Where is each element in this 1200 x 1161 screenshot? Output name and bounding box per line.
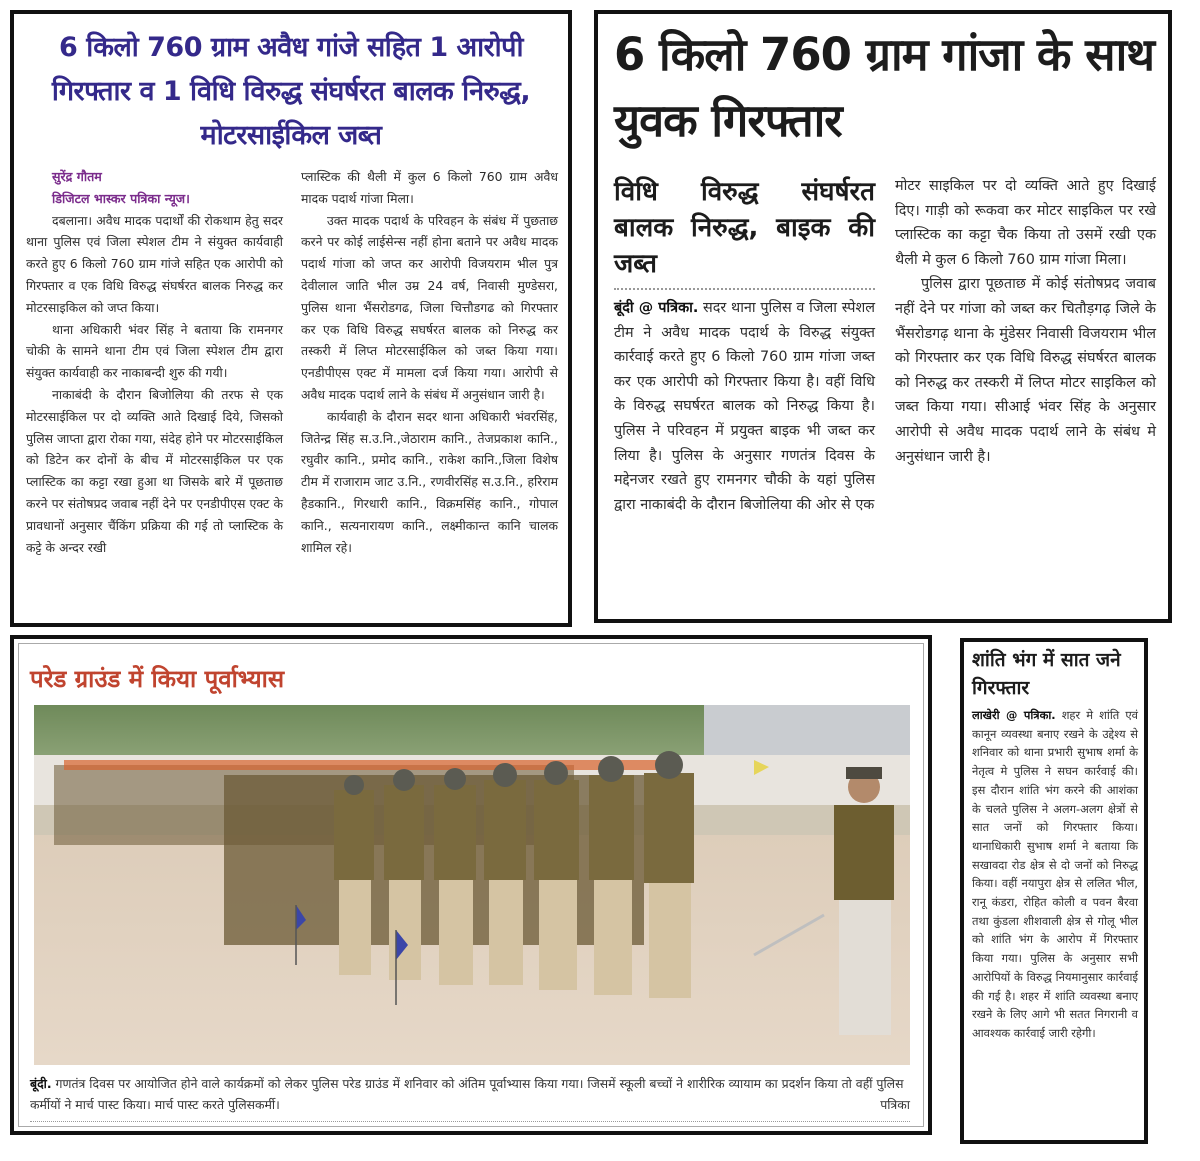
clip1-column-2 (301, 166, 558, 621)
clip1-columns (26, 166, 558, 621)
clip4-body-text: शहर मे शांति एवं कानून व्यवस्था बनाए रखने के उद्देश्य से शनिवार को थाना प्रभारी सुभाष शर्मा के नेतृत्व मे पुलिस ने सघन कार्रवाई की। इस दौरान शांति भंग करने की आशंका के चलते पुलिस ने अलग-अलग क्षेत्रों से सात जनों को गिरफ्तार किया। थानाधिकारी सुभाष शर्मा ने बताया कि सखावदा रोड क्षेत्र से दो जनों को निरुद्ध किया। वहीं नयापुरा क्षेत्र से ललित भील, रानू कंडरा, रोहित कोली व पवन बैरवा तथा कुंडला शीशवाली क्षेत्र से गोलू भील को शांति भंग के आरोप में गिरफ्तार किया गया। पुलिस के अनुसार सभी आरोपियों के विरुद्ध नियमानुसार कार्रवाई की गई है। शहर में शांति व्यवस्था बनाए रखने के लिए आगे भी सतत निगरानी व आवश्यक कार्रवाई जारी रहेगी। (972, 708, 1138, 1040)
clip4-body (972, 706, 1138, 1043)
clip2-columns (614, 174, 1156, 613)
clip1-paragraph: नाकाबंदी के दौरान बिजोलिया की तरफ से एक मोटरसाईकिल पर दो व्यक्ति आते दिखाई दिये, जिसको पुलिस जाप्ता द्वारा रोका गया, संदेह होने पर मोटरसाईकिल को डिटेन कर दोनों के बीच में मोटरसाईकिल पर एक प्लास्टिक का कट्टा रखा हुआ था जिसके बारे में पूछताछ करने पर संतोषप्रद जवाब नहीं देने पर एनडीपीएस एक्ट के प्रावधानों अनुसार चैंकिंग प्रक्रिया की गई तो प्लास्टिक के कट्टे के अन्दर रखी (26, 386, 283, 555)
clip1-column-1 (26, 166, 283, 621)
caption-dateline: बूंदी. (30, 1076, 52, 1091)
clip1-paragraph: दबलाना। अवैध मादक पदार्थों की रोकथाम हेतु सदर थाना पुलिस एवं जिला स्पेशल टीम ने संयुक्त कार्यवाही करते हुए 6 किलो 760 ग्राम गांजे सहित एक आरोपी को गिरफ्तार व एक विधि विरुद्ध संघर्षरत बालक निरुद्ध कर मोटरसाइकिल को जप्त किया। (26, 212, 283, 315)
clip1-paragraph: थाना अधिकारी भंवर सिंह ने बताया कि रामनगर चोकी के सामने थाना टीम एवं जिला स्पेशल टीम द्वारा संयुक्त कार्यवाही कर नाकाबन्दी शुरु की गयी। (26, 321, 283, 381)
caption-divider (30, 1121, 910, 1122)
clip1-source: डिजिटल भास्कर पत्रिका न्यूज। (52, 190, 190, 206)
clip2-paragraph (614, 296, 875, 517)
photo-credit: पत्रिका (880, 1097, 910, 1112)
clip1-author: सुरेंद्र गौतम (52, 169, 102, 184)
clip2-paragraph: पुलिस द्वारा पूछताछ में कोई संतोषप्रद जवाब नहीं देने पर गांजा को जब्त कर चितौड़गढ़ जिले के भैंसरोडगढ़ थाना के मुंडेसर निवासी विजयराम भील को गिरफ्तार कर एक विधि विरुद्ध संघर्षरत बालक को निरुद्ध कर तस्करी में लिप्त मोटर साइकिल को जब्त किया गया। सीआई भंवर सिंह के अनुसार आरोपी से अवैध मादक पदार्थ लाने के संबंध मे अनुसंधान जारी है। (895, 276, 1156, 465)
clip1-headline: 6 किलो 760 ग्राम अवैध गांजे सहित 1 आरोपी गिरफ्तार व 1 विधि विरुद्ध संघर्षरत बालक निरुद्ध, मोटरसाईकिल जब्त (51, 32, 531, 151)
news-clip-ganja-seizure-patrika (594, 10, 1172, 623)
clip2-headline: 6 किलो 760 ग्राम गांजा के साथ युवक गिरफ्तार (614, 28, 1154, 147)
news-clip-parade-rehearsal (10, 635, 932, 1135)
building (704, 705, 910, 760)
parade-photo-illustration (34, 705, 910, 1065)
clip2-column-2 (895, 174, 1156, 613)
clip3-headline: परेड ग्राउंड में किया पूर्वाभ्यास (30, 665, 285, 693)
caption-text: गणतंत्र दिवस पर आयोजित होने वाले कार्यक्रमों को लेकर पुलिस परेड ग्राउंड में शनिवार को अंतिम पूर्वाभ्यास किया गया। जिसमें स्कूली बच्चों ने शारीरिक व्यायाम का प्रदर्शन किया तो वहीं पुलिस कर्मीयों ने मार्च पास्ट किया। मार्च पास्ट करते पुलिसकर्मी। (30, 1076, 904, 1112)
clip1-paragraph: कार्यवाही के दौरान सदर थाना अधिकारी भंवरसिंह, जितेन्द्र सिंह स.उ.नि.,जेठाराम कानि., तेजप्रकाश कानि., रघुवीर कानि., प्रमोद कानि., राकेश कानि.,जिला विशेष टीम में राजाराम जाट उ.नि., रणवीरसिंह स.उ.नि., हरिराम हैडकानि., गिरधारी कानि., विक्रमसिंह कानि., गोपाल कानि., सत्यनारायण कानि., लक्ष्मीकान्त कानि चालक शामिल रहे। (301, 408, 558, 555)
clip2-dateline: बूंदी @ पत्रिका. (614, 300, 699, 316)
clip2-subheadline: विधि विरुद्ध संघर्षरत बालक निरुद्ध, बाइक की जब्त (614, 174, 875, 290)
parade-photo (34, 705, 910, 1065)
clip4-dateline: लाखेरी @ पत्रिका. (972, 708, 1056, 722)
clip2-paragraph: मोटर साइकिल पर दो व्यक्ति आते हुए दिखाई दिए। गाड़ी को रूकवा कर मोटर साइकिल पर रखे प्लास्टिक का कट्टा चैक किया तो उसमें रखी एक थैली मे कुल 6 किलो 760 ग्राम गांजा मिला। (895, 178, 1156, 268)
clip2-column-1 (614, 174, 875, 613)
clip1-paragraph: उक्त मादक पदार्थ के परिवहन के संबंध में पुछताछ करने पर कोई लाईसेन्स नहीं होना बताने पर अवैध मादक पदार्थ गांजा को जप्त कर आरोपी विजयराम भील पुत्र देवीलाल जाति भील उम्र 24 वर्ष, निवासी मुण्डेसरा, पुलिस थाना भैंसरोडगढ, जिला चित्तौडगढ को गिरफ्तार कर एक विधि विरुद्ध सघर्षरत बालक को निरुद्ध कर तस्करी में लिप्त मोटरसाईकिल को जब्त किया गया। एनडीपीएस एक्ट में मामला दर्ज किया गया। आरोपी से अवैध मादक पदार्थ लाने के संबंध में अनुसंधान जारी है। (301, 212, 558, 402)
news-clip-peace-breach-arrests (960, 638, 1148, 1144)
news-clip-ganja-seizure-digital-bhaskar (10, 10, 572, 627)
plume-row (64, 760, 664, 770)
photo-caption (30, 1073, 910, 1115)
clip1-paragraph: प्लास्टिक की थैली में कुल 6 किलो 760 ग्राम अवैध मादक पदार्थ गांजा मिला। (301, 169, 558, 206)
clip2-body-text: सदर थाना पुलिस व जिला स्पेशल टीम ने अवैध मादक पदार्थ के विरुद्ध संयुक्त कार्रवाई करते हुए 6 किलो 760 ग्राम गांजा जब्त कर एक आरोपी को गिरफ्तार किया है। वहीं विधि के विरुद्ध सघर्षरत बालक को निरुद्ध किया है। पुलिस ने परिवहन में प्रयुक्त बाइक भी जब्त कर लिया है। पुलिस के अनुसार गणतंत्र दिवस के मद्देनजर रखते हुए रामनगर चौकी के यहां पुलिस द्वारा नाकाबंदी के दौरान बिजोलिया की ओर से एक (614, 300, 876, 513)
clip4-headline: शांति भंग में सात जने गिरफ्तार (972, 649, 1121, 699)
